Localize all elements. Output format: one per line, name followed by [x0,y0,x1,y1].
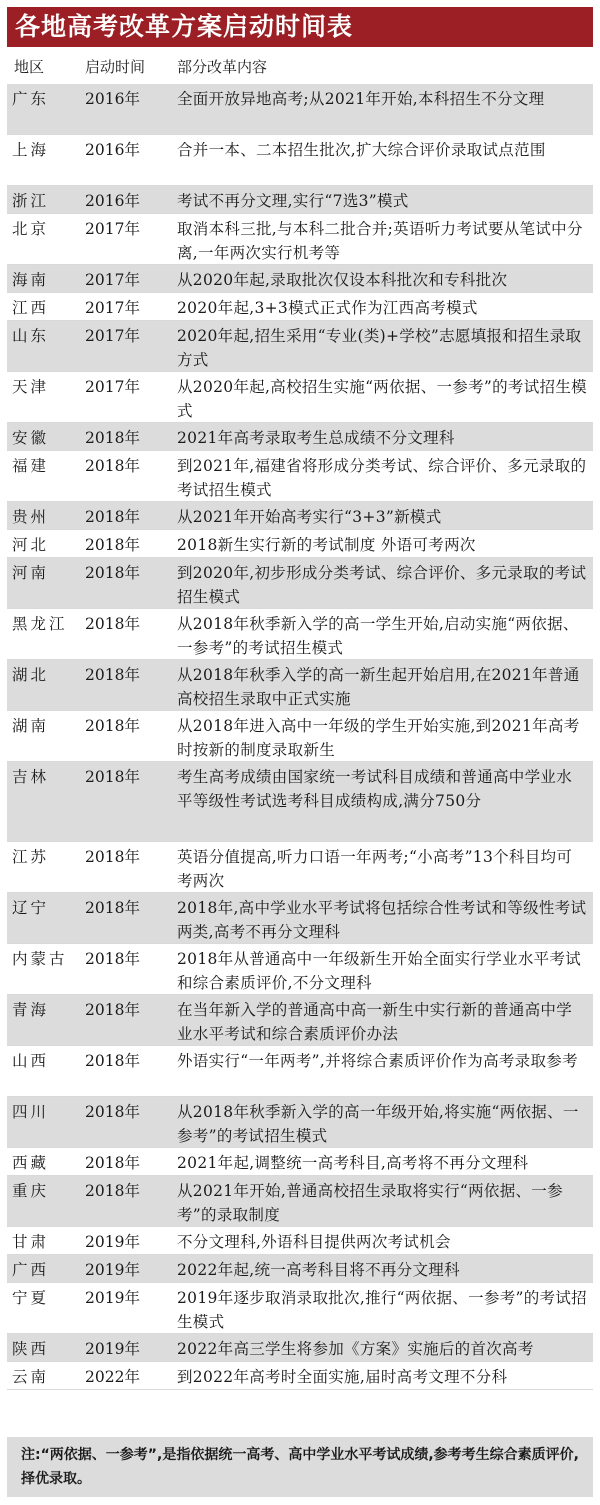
region-cell: 黑龙江 [12,615,68,633]
table-row [7,842,593,893]
year-cell: 2019年 [85,1261,140,1279]
table-row [7,1227,593,1255]
region-cell: 辽宁 [12,899,50,917]
table-row [7,1334,593,1362]
content-cell: 从2020年起,录取批次仅设本科批次和专科批次 [177,271,508,289]
table-header [7,52,593,82]
year-cell: 2019年 [85,1340,140,1358]
footnote: 注:“两依据、一参考”,是指依据统一高考、高中学业水平考试成绩,参考考生综合素质评价,择优录取。 [7,1437,593,1497]
table-row [7,893,593,944]
table-row [7,944,593,995]
table-body [7,84,593,1390]
table-row [7,1283,593,1334]
region-cell: 广东 [12,90,50,108]
region-cell: 湖南 [12,717,50,735]
year-cell: 2017年 [85,378,140,396]
content-cell: 从2018年秋季新入学的高一学生开始,启动实施“两依据、一参考”的考试招生模式 [177,615,579,657]
table-row [7,558,593,609]
content-cell: 从2021年开始高考实行“3+3”新模式 [177,508,442,526]
year-cell: 2016年 [85,192,140,210]
table-row [7,372,593,423]
year-cell: 2018年 [85,508,140,526]
region-cell: 河南 [12,564,50,582]
content-cell: 2020年起,3+3模式正式作为江西高考模式 [177,299,478,317]
table-row [7,214,593,265]
table-row [7,1255,593,1283]
content-cell: 2021年高考录取考生总成绩不分文理科 [177,429,455,447]
region-cell: 内蒙古 [12,950,68,968]
content-cell: 不分文理科,外语科目提供两次考试机会 [177,1233,451,1251]
year-cell: 2018年 [85,899,140,917]
table-row [7,1362,593,1390]
year-cell: 2018年 [85,429,140,447]
year-cell: 2018年 [85,1052,140,1070]
table-row [7,135,593,186]
table-row [7,1148,593,1176]
year-cell: 2017年 [85,271,140,289]
table-row [7,1046,593,1097]
content-cell: 全面开放异地高考;从2021年开始,本科招生不分文理 [177,90,545,108]
region-cell: 江苏 [12,848,50,866]
content-cell: 2019年逐步取消录取批次,推行“两依据、一参考”的考试招生模式 [177,1289,587,1331]
region-cell: 四川 [12,1103,50,1121]
region-cell: 海南 [12,271,50,289]
content-cell: 从2021年开始,普通高校招生录取将实行“两依据、一参考”的录取制度 [177,1182,563,1224]
region-cell: 山西 [12,1052,50,1070]
region-cell: 云南 [12,1368,50,1386]
year-cell: 2016年 [85,141,140,159]
table-row [7,609,593,660]
region-cell: 上海 [12,141,50,159]
table-row [7,762,593,842]
region-cell: 宁夏 [12,1289,50,1307]
year-cell: 2018年 [85,615,140,633]
content-cell: 2020年起,招生采用“专业(类)+学校”志愿填报和招生录取方式 [177,327,582,369]
region-cell: 山东 [12,327,50,345]
table-row [7,186,593,214]
region-cell: 安徽 [12,429,50,447]
content-cell: 合并一本、二本招生批次,扩大综合评价录取试点范围 [177,141,546,159]
year-cell: 2018年 [85,950,140,968]
year-cell: 2022年 [85,1368,140,1386]
content-cell: 从2018年秋季入学的高一新生起开始启用,在2021年普通高校招生录取中正式实施 [177,666,580,708]
region-cell: 陕西 [12,1340,50,1358]
year-cell: 2018年 [85,457,140,475]
year-cell: 2018年 [85,666,140,684]
year-cell: 2018年 [85,1154,140,1172]
table-row [7,265,593,293]
year-cell: 2017年 [85,299,140,317]
table-row [7,502,593,530]
content-cell: 2018年,高中学业水平考试将包括综合性考试和等级性考试两类,高考不再分文理科 [177,899,587,941]
year-cell: 2018年 [85,536,140,554]
year-cell: 2017年 [85,220,140,238]
year-cell: 2018年 [85,1182,140,1200]
year-cell: 2018年 [85,1001,140,1019]
content-cell: 从2018年进入高中一年级的学生开始实施,到2021年高考时按新的制度录取新生 [177,717,580,759]
table-row [7,995,593,1046]
content-cell: 在当年新入学的普通高中高一新生中实行新的普通高中学业水平考试和综合素质评价办法 [177,1001,573,1043]
table-row [7,84,593,135]
region-cell: 天津 [12,378,50,396]
content-cell: 从2018年秋季新入学的高一年级开始,将实施“两依据、一参考”的考试招生模式 [177,1103,579,1145]
content-cell: 2022年高三学生将参加《方案》实施后的首次高考 [177,1340,534,1358]
year-cell: 2018年 [85,848,140,866]
region-cell: 重庆 [12,1182,50,1200]
region-cell: 西藏 [12,1154,50,1172]
year-cell: 2019年 [85,1233,140,1251]
content-cell: 2021年起,调整统一高考科目,高考将不再分文理科 [177,1154,529,1172]
region-cell: 湖北 [12,666,50,684]
content-cell: 从2020年起,高校招生实施“两依据、一参考”的考试招生模式 [177,378,587,420]
header-content: 部分改革内容 [177,58,268,76]
region-cell: 河北 [12,536,50,554]
header-region: 地区 [14,58,45,76]
table-row [7,1176,593,1227]
region-cell: 福建 [12,457,50,475]
content-cell: 2018新生实行新的考试制度 外语可考两次 [177,536,476,554]
content-cell: 英语分值提高,听力口语一年两考;“小高考”13个科目均可考两次 [177,848,573,890]
table-row [7,530,593,558]
table-row [7,423,593,451]
region-cell: 广西 [12,1261,50,1279]
year-cell: 2018年 [85,1103,140,1121]
year-cell: 2017年 [85,327,140,345]
year-cell: 2018年 [85,564,140,582]
year-cell: 2018年 [85,717,140,735]
region-cell: 江西 [12,299,50,317]
table-row [7,1097,593,1148]
header-year: 启动时间 [85,58,146,76]
year-cell: 2019年 [85,1289,140,1307]
region-cell: 甘肃 [12,1233,50,1251]
table-title: 各地高考改革方案启动时间表 [7,7,593,47]
table-row [7,451,593,502]
content-cell: 2018年从普通高中一年级新生开始全面实行学业水平考试和综合素质评价,不分文理科 [177,950,582,992]
content-cell: 考试不再分文理,实行“7选3”模式 [177,192,409,210]
region-cell: 北京 [12,220,50,238]
table-row [7,711,593,762]
region-cell: 贵州 [12,508,50,526]
content-cell: 取消本科三批,与本科二批合并;英语听力考试要从笔试中分离,一年两次实行机考等 [177,220,583,262]
table-row [7,293,593,321]
content-cell: 到2021年,福建省将形成分类考试、综合评价、多元录取的考试招生模式 [177,457,587,499]
table-row [7,660,593,711]
region-cell: 吉林 [12,768,50,786]
content-cell: 2022年起,统一高考科目将不再分文理科 [177,1261,460,1279]
region-cell: 浙江 [12,192,50,210]
content-cell: 到2020年,初步形成分类考试、综合评价、多元录取的考试招生模式 [177,564,587,606]
region-cell: 青海 [12,1001,50,1019]
content-cell: 外语实行“一年两考”,并将综合素质评价作为高考录取参考 [177,1052,578,1070]
year-cell: 2016年 [85,90,140,108]
year-cell: 2018年 [85,768,140,786]
content-cell: 到2022年高考时全面实施,届时高考文理不分科 [177,1368,508,1386]
table-row [7,321,593,372]
content-cell: 考生高考成绩由国家统一考试科目成绩和普通高中学业水平等级性考试选考科目成绩构成,满分750分 [177,768,573,810]
